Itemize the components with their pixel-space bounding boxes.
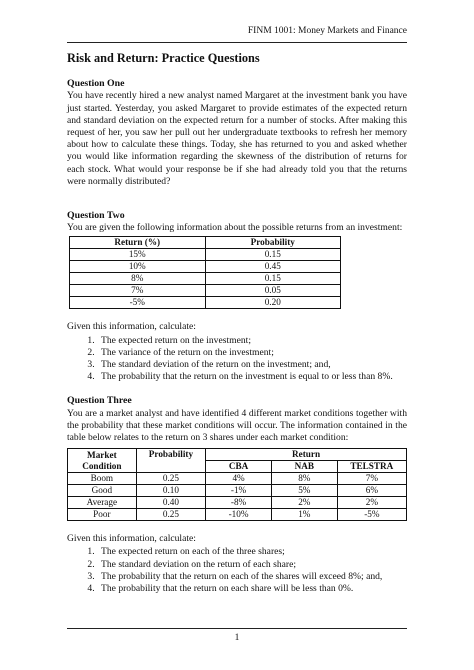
- cell-condition: Average: [68, 497, 137, 509]
- table-header-row: [70, 237, 341, 249]
- table-row: [70, 285, 341, 297]
- list-item: 3. The standard deviation of the return on the investment; and,: [97, 359, 407, 371]
- cell-nab: 1%: [271, 509, 337, 521]
- table-row: [68, 509, 407, 521]
- col-header-return: Return (%): [70, 237, 206, 249]
- cell-probability: 0.40: [136, 497, 205, 509]
- question-three-list: [67, 546, 407, 595]
- cell-nab: 2%: [271, 497, 337, 509]
- header-rule: [67, 42, 407, 43]
- table-row: [68, 473, 407, 485]
- cell-probability: 0.45: [205, 261, 341, 273]
- question-three-calc-intro: Given this information, calculate:: [67, 533, 196, 545]
- table-row: [70, 249, 341, 261]
- col-header-probability: Probability: [205, 237, 341, 249]
- returns-table: [69, 236, 341, 309]
- cell-telstra: 2%: [337, 497, 406, 509]
- cell-probability: 0.20: [205, 297, 341, 309]
- question-one-text: You have recently hired a new analyst named Margaret at the investment bank you have just started. Yesterday, you asked Margaret to provide estimates of the expected return and standard deviation on the expected return for a number of stocks. After making this request of her, you saw her pull out her undergraduate textbooks to refresh her memory about how to calculate these things. Today, she has returned to you and asked whether you would like information regarding the skewness of the distribution of returns for each stock. What would your response be if she had already told you that the returns were normally distributed?: [67, 90, 407, 187]
- question-three-heading: Question Three: [67, 395, 132, 407]
- question-three-intro: You are a market analyst and have identified 4 different market conditions together with the probability that these market conditions will occur. The information contained in the table below relates to the return on 3 shares under each market condition:: [67, 407, 407, 444]
- cell-return: 15%: [70, 249, 206, 261]
- page-number: 1: [234, 633, 240, 643]
- col-header-telstra: TELSTRA: [337, 461, 406, 473]
- question-two-heading: Question Two: [67, 210, 125, 222]
- list-item: 1. The expected return on each of the three shares;: [97, 546, 407, 558]
- cell-nab: 8%: [271, 473, 337, 485]
- cell-probability: 0.25: [136, 473, 205, 485]
- question-one-heading: Question One: [67, 78, 125, 90]
- col-header-probability: Probability: [136, 449, 205, 473]
- table-header-row: [68, 449, 407, 461]
- question-two-calc-intro: Given this information, calculate:: [67, 321, 196, 333]
- table-row: [70, 261, 341, 273]
- page-content: [67, 52, 407, 595]
- table-row: [68, 485, 407, 497]
- question-two-intro: You are given the following information about the possible returns from an investment:: [67, 222, 403, 234]
- cell-cba: -8%: [206, 497, 272, 509]
- list-item: 3. The probability that the return on each of the shares will exceed 8%; and,: [97, 571, 407, 583]
- table-row: [70, 273, 341, 285]
- cell-cba: -1%: [206, 485, 272, 497]
- list-item: 4. The probability that the return on the investment is equal to or less than 8%.: [97, 371, 407, 383]
- table-row: [70, 297, 341, 309]
- cell-probability: 0.25: [136, 509, 205, 521]
- footer-rule: [67, 628, 407, 629]
- cell-nab: 5%: [271, 485, 337, 497]
- list-item: 1. The expected return on the investment;: [97, 335, 407, 347]
- page-header: FINM 1001: Money Markets and Finance: [247, 26, 407, 36]
- col-header-cba: CBA: [206, 461, 272, 473]
- cell-condition: Poor: [68, 509, 137, 521]
- cell-cba: -10%: [206, 509, 272, 521]
- cell-condition: Boom: [68, 473, 137, 485]
- cell-telstra: 6%: [337, 485, 406, 497]
- cell-probability: 0.10: [136, 485, 205, 497]
- list-item: 2. The variance of the return on the investment;: [97, 347, 407, 359]
- cell-probability: 0.15: [205, 273, 341, 285]
- table-row: [68, 497, 407, 509]
- cell-probability: 0.15: [205, 249, 341, 261]
- cell-return: 10%: [70, 261, 206, 273]
- page-title: Risk and Return: Practice Questions: [67, 51, 260, 65]
- list-item: 2. The standard deviation on the return of each share;: [97, 559, 407, 571]
- col-header-return: Return: [206, 449, 407, 461]
- cell-return: 8%: [70, 273, 206, 285]
- col-header-nab: NAB: [271, 461, 337, 473]
- market-conditions-table: [67, 448, 407, 521]
- cell-cba: 4%: [206, 473, 272, 485]
- cell-return: 7%: [70, 285, 206, 297]
- cell-telstra: -5%: [337, 509, 406, 521]
- cell-condition: Good: [68, 485, 137, 497]
- col-header-market-condition: Market Condition: [68, 449, 137, 473]
- cell-telstra: 7%: [337, 473, 406, 485]
- question-two-list: [67, 335, 407, 384]
- list-item: 4. The probability that the return on each share will be less than 0%.: [97, 583, 407, 595]
- cell-probability: 0.05: [205, 285, 341, 297]
- cell-return: -5%: [70, 297, 206, 309]
